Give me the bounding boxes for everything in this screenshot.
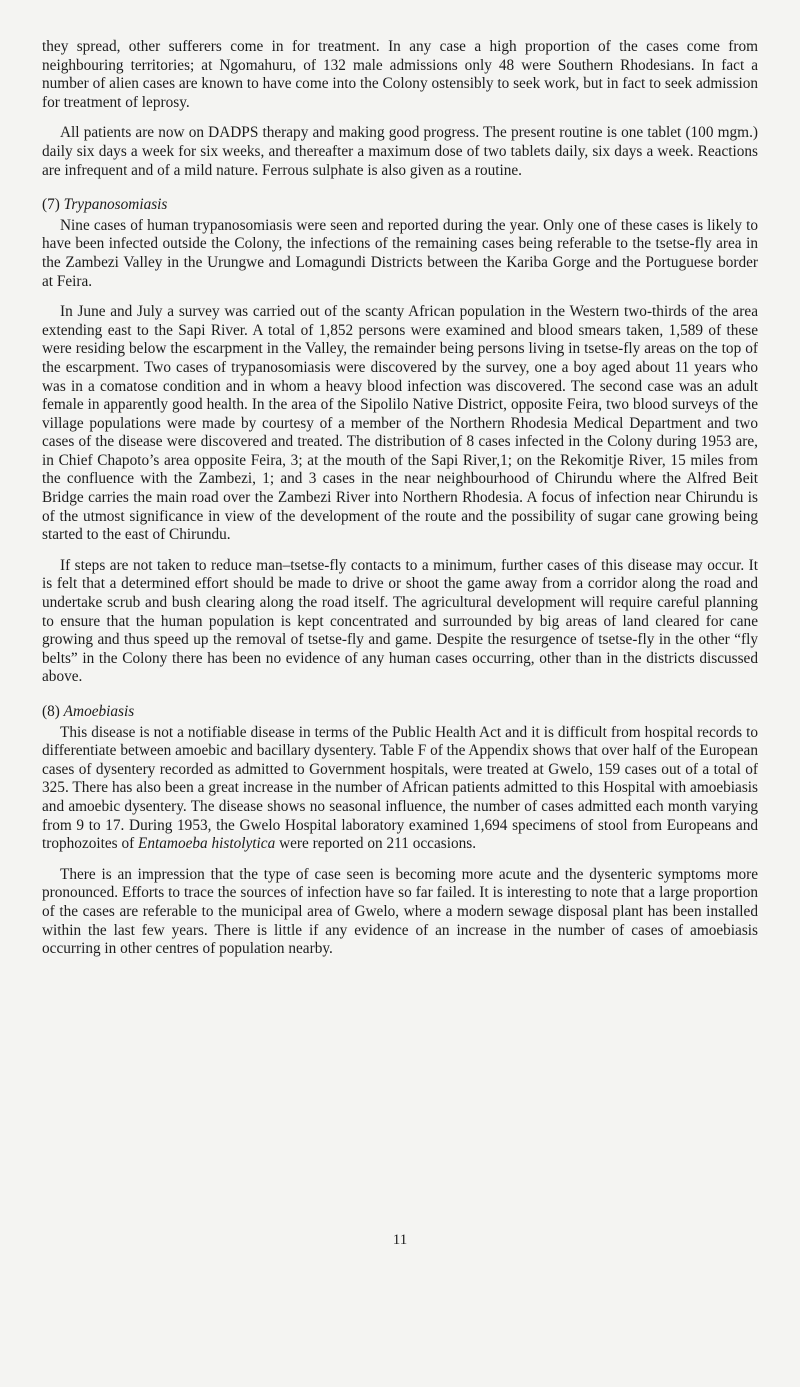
- intro-paragraph-dadps: All patients are now on DADPS therapy and making good progress. The present routine is one tablet (100 mgm.) daily six days a week for six weeks, and thereafter a maximum dose of two tablets daily, six days a week. Reactions are infrequent and of a mild nature. Ferrous sulphate is also given as a routine.: [42, 124, 758, 179]
- section-title: Trypanosomiasis: [63, 196, 168, 214]
- intro-paragraph-continued: they spread, other sufferers come in for treatment. In any case a high proportion of the cases come from neighbouring territories; at Ngomahuru, of 132 male admissions only 48 were Southern Rhodesians. In fact a number of alien cases are known to have come into the Colony ostensibly to seek work, but in fact to seek admission for treatment of leprosy.: [42, 38, 758, 111]
- trypanosomiasis-paragraph-1: Nine cases of human trypanosomiasis were seen and reported during the year. Only one of these cases is likely to have been infected outside the Colony, the infections of the remaining cases being referable to the tsetse-fly area in the Zambezi Valley in the Urungwe and Lomagundi Districts between the Kariba Gorge and the Portuguese border at Feira.: [42, 216, 758, 290]
- amoebiasis-paragraph-2: There is an impression that the type of case seen is becoming more acute and the dysenteric symptoms more pronounced. Efforts to trace the sources of infection have so far failed. It is interesting to note that a large proportion of the cases are referable to the municipal area of Gwelo, where a modern sewage disposal plant has been installed within the last few years. There is little if any evidence of an increase in the number of cases of amoebiasis occurring in other centres of population nearby.: [42, 865, 758, 958]
- trypanosomiasis-paragraph-3: If steps are not taken to reduce man–tsetse-fly contacts to a minimum, further cases of this disease may occur. It is felt that a determined effort should be made to drive or shoot the game away from a corridor along the road and undertake scrub and bush clearing along the road itself. The agricultural development will require careful planning to ensure that the human population is kept concentrated and surrounded by big areas of land cleared for cane growing and thus speed up the removal of tsetse-fly and game. Despite the resurgence of tsetse-fly in the other “fly belts” in the Colony there has been no evidence of any human cases occurring, other than in the districts discussed above.: [42, 556, 758, 686]
- section-heading-amoebiasis: [42, 703, 758, 722]
- page-number: 11: [392, 1232, 408, 1248]
- amoebiasis-paragraph-1: [42, 724, 758, 854]
- amoebiasis-text-part: were reported on 211 occasions.: [275, 835, 477, 853]
- amoebiasis-text-part: This disease is not a notifiable disease in terms of the Public Health Act and it is difficult from hospital records to differentiate between amoebic and bacillary dysentery. Table F of the Appendix shows that over half of the European cases of dysentery recorded as admitted to Government hospitals, were treated at Gwelo, 159 cases out of a total of 325. There has also been a great increase in the number of African patients admitted to this Hospital with amoebiasis and amoebic dysentery. The disease shows no seasonal influence, the number of cases admitted each month varying from 9 to 17. During 1953, the Gwelo Hospital laboratory examined 1,694 specimens of stool from Europeans and trophozoites of: [42, 723, 758, 853]
- organism-name: Entamoeba histolytica: [138, 835, 276, 853]
- section-heading-trypanosomiasis: [42, 196, 758, 215]
- section-title: Amoebiasis: [63, 703, 135, 720]
- section-number: (7): [42, 196, 60, 214]
- section-number: (8): [42, 703, 60, 720]
- trypanosomiasis-paragraph-2: In June and July a survey was carried out of the scanty African population in the Western two-thirds of the area extending east to the Sapi River. A total of 1,852 persons were examined and blood smears taken, 1,589 of these were residing below the escarpment in the Valley, the remainder being persons living in tsetse-fly areas on the top of the escarpment. Two cases of trypanosomiasis were discovered by the survey, one a boy aged about 11 years who was in a comatose condition and in whom a heavy blood infection was discovered. The second case was an adult female in apparently good health. In the area of the Sipolilo Native District, opposite Feira, two blood surveys of the village populations were made by courtesy of a member of the Northern Rhodesia Medical Department and two cases of the disease were discovered and treated. The distribution of 8 cases infected in the Colony during 1953 are, in Chief Chapoto’s area opposite Feira, 3; at the mouth of the Sapi River,1; on the Rekomitje River, 15 miles from the confluence with the Zambezi, 1; and 3 cases in the near neighbourhood of Chirundu where the Alfred Beit Bridge carries the main road over the Zambezi River into Northern Rhodesia. A focus of infection near Chirundu is of the utmost significance in view of the development of the route and the possibility of sugar cane growing being started to the east of Chirundu.: [42, 303, 758, 544]
